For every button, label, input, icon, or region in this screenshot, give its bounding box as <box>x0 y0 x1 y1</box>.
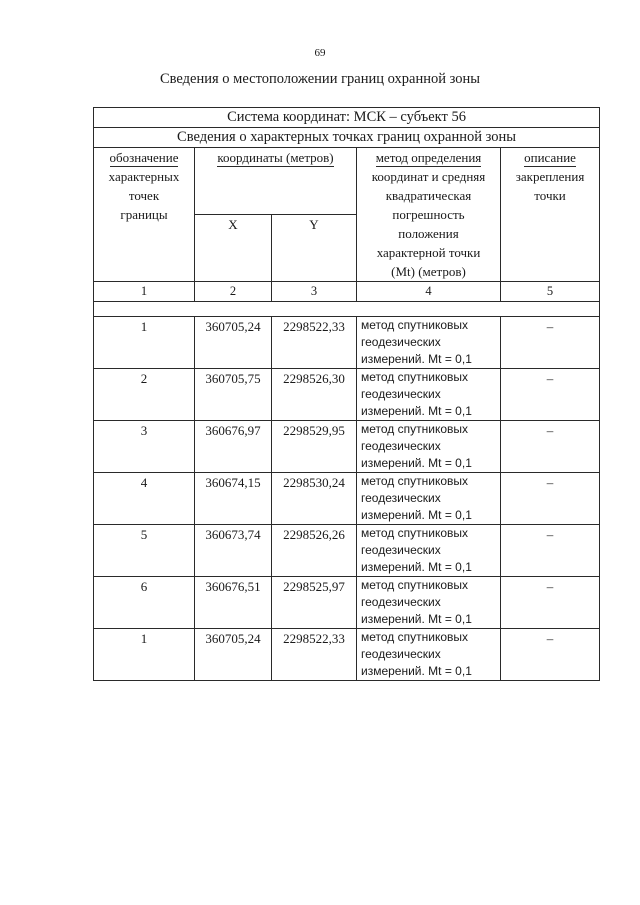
method-description <box>357 473 501 525</box>
method-line: метод спутниковых <box>361 474 469 488</box>
method-line: метод спутниковых <box>361 318 469 332</box>
header-coordinates-label: координаты (метров) <box>217 150 334 165</box>
header-designation-line: обозначение <box>109 150 179 165</box>
point-fixing-description: – <box>501 629 600 681</box>
header-method-line: метод определения <box>375 150 482 165</box>
header-method-line: характерной точки <box>376 245 481 260</box>
header-designation-line: границы <box>120 207 168 222</box>
method-line: геодезических <box>361 595 441 609</box>
table-row <box>94 421 600 473</box>
point-number: 1 <box>94 629 195 681</box>
method-description <box>357 421 501 473</box>
column-number: 2 <box>195 282 272 302</box>
column-header-row <box>94 148 600 215</box>
method-description <box>357 525 501 577</box>
coordinate-y: 2298530,24 <box>272 473 357 525</box>
table-row <box>94 577 600 629</box>
header-designation <box>94 148 195 282</box>
header-description-line: описание <box>524 150 576 165</box>
method-line: метод спутниковых <box>361 526 469 540</box>
method-line: геодезических <box>361 491 441 505</box>
table-row <box>94 473 600 525</box>
header-description-line: точки <box>534 188 566 203</box>
method-line: измерений. Mt = 0,1 <box>361 612 472 626</box>
coordinate-x: 360705,24 <box>195 629 272 681</box>
coordinate-y: 2298526,30 <box>272 369 357 421</box>
coordinate-x: 360705,75 <box>195 369 272 421</box>
header-description <box>501 148 600 282</box>
method-line: геодезических <box>361 543 441 557</box>
coordinate-y: 2298529,95 <box>272 421 357 473</box>
method-line: измерений. Mt = 0,1 <box>361 508 472 522</box>
boundary-points-table <box>93 107 600 681</box>
header-designation-line: характерных <box>108 169 180 184</box>
coordinate-y: 2298525,97 <box>272 577 357 629</box>
coordinate-x: 360674,15 <box>195 473 272 525</box>
header-x: X <box>195 215 272 282</box>
method-line: метод спутниковых <box>361 578 469 592</box>
header-method-line: положения <box>398 226 459 241</box>
table-row <box>94 525 600 577</box>
column-number: 1 <box>94 282 195 302</box>
column-number: 5 <box>501 282 600 302</box>
coordinate-system-row <box>94 108 600 128</box>
header-method <box>357 148 501 282</box>
point-fixing-description: – <box>501 369 600 421</box>
column-number: 4 <box>357 282 501 302</box>
point-number: 5 <box>94 525 195 577</box>
column-numbers-row <box>94 282 600 302</box>
header-method-line: координат и средняя <box>371 169 486 184</box>
page-number: 69 <box>314 47 326 59</box>
method-line: метод спутниковых <box>361 630 469 644</box>
point-fixing-description: – <box>501 577 600 629</box>
point-number: 3 <box>94 421 195 473</box>
method-line: геодезических <box>361 335 441 349</box>
table-row <box>94 369 600 421</box>
table-row <box>94 317 600 369</box>
method-line: геодезических <box>361 439 441 453</box>
header-method-line: (Mt) (метров) <box>391 264 466 279</box>
point-number: 2 <box>94 369 195 421</box>
document-title: Сведения о местоположении границ охранной зоны <box>159 71 480 87</box>
coordinate-y: 2298526,26 <box>272 525 357 577</box>
spacer-row <box>94 302 600 317</box>
header-designation-line: точек <box>128 188 160 203</box>
point-number: 4 <box>94 473 195 525</box>
method-line: измерений. Mt = 0,1 <box>361 456 472 470</box>
point-fixing-description: – <box>501 317 600 369</box>
header-description-line: закрепления <box>515 169 585 184</box>
point-fixing-description: – <box>501 525 600 577</box>
column-number: 3 <box>272 282 357 302</box>
point-fixing-description: – <box>501 421 600 473</box>
table-subtitle-row <box>94 128 600 148</box>
method-line: измерений. Mt = 0,1 <box>361 404 472 418</box>
method-line: геодезических <box>361 387 441 401</box>
table-row <box>94 629 600 681</box>
method-line: измерений. Mt = 0,1 <box>361 560 472 574</box>
method-description <box>357 369 501 421</box>
method-description <box>357 317 501 369</box>
point-number: 6 <box>94 577 195 629</box>
header-method-line: погрешность <box>392 207 465 222</box>
method-line: измерений. Mt = 0,1 <box>361 664 472 678</box>
method-line: измерений. Mt = 0,1 <box>361 352 472 366</box>
method-line: геодезических <box>361 647 441 661</box>
spacer-cell <box>94 302 600 317</box>
header-method-line: квадратическая <box>385 188 472 203</box>
table-subtitle: Сведения о характерных точках границ охранной зоны <box>94 128 600 148</box>
point-fixing-description: – <box>501 473 600 525</box>
coordinate-x: 360676,97 <box>195 421 272 473</box>
header-y: Y <box>272 215 357 282</box>
point-number: 1 <box>94 317 195 369</box>
coordinate-x: 360705,24 <box>195 317 272 369</box>
coordinate-system: Система координат: МСК – субъект 56 <box>94 108 600 128</box>
method-line: метод спутниковых <box>361 422 469 436</box>
coordinate-y: 2298522,33 <box>272 317 357 369</box>
method-description <box>357 577 501 629</box>
method-description <box>357 629 501 681</box>
method-line: метод спутниковых <box>361 370 469 384</box>
coordinate-y: 2298522,33 <box>272 629 357 681</box>
coordinate-x: 360676,51 <box>195 577 272 629</box>
header-coordinates <box>195 148 357 215</box>
coordinate-x: 360673,74 <box>195 525 272 577</box>
